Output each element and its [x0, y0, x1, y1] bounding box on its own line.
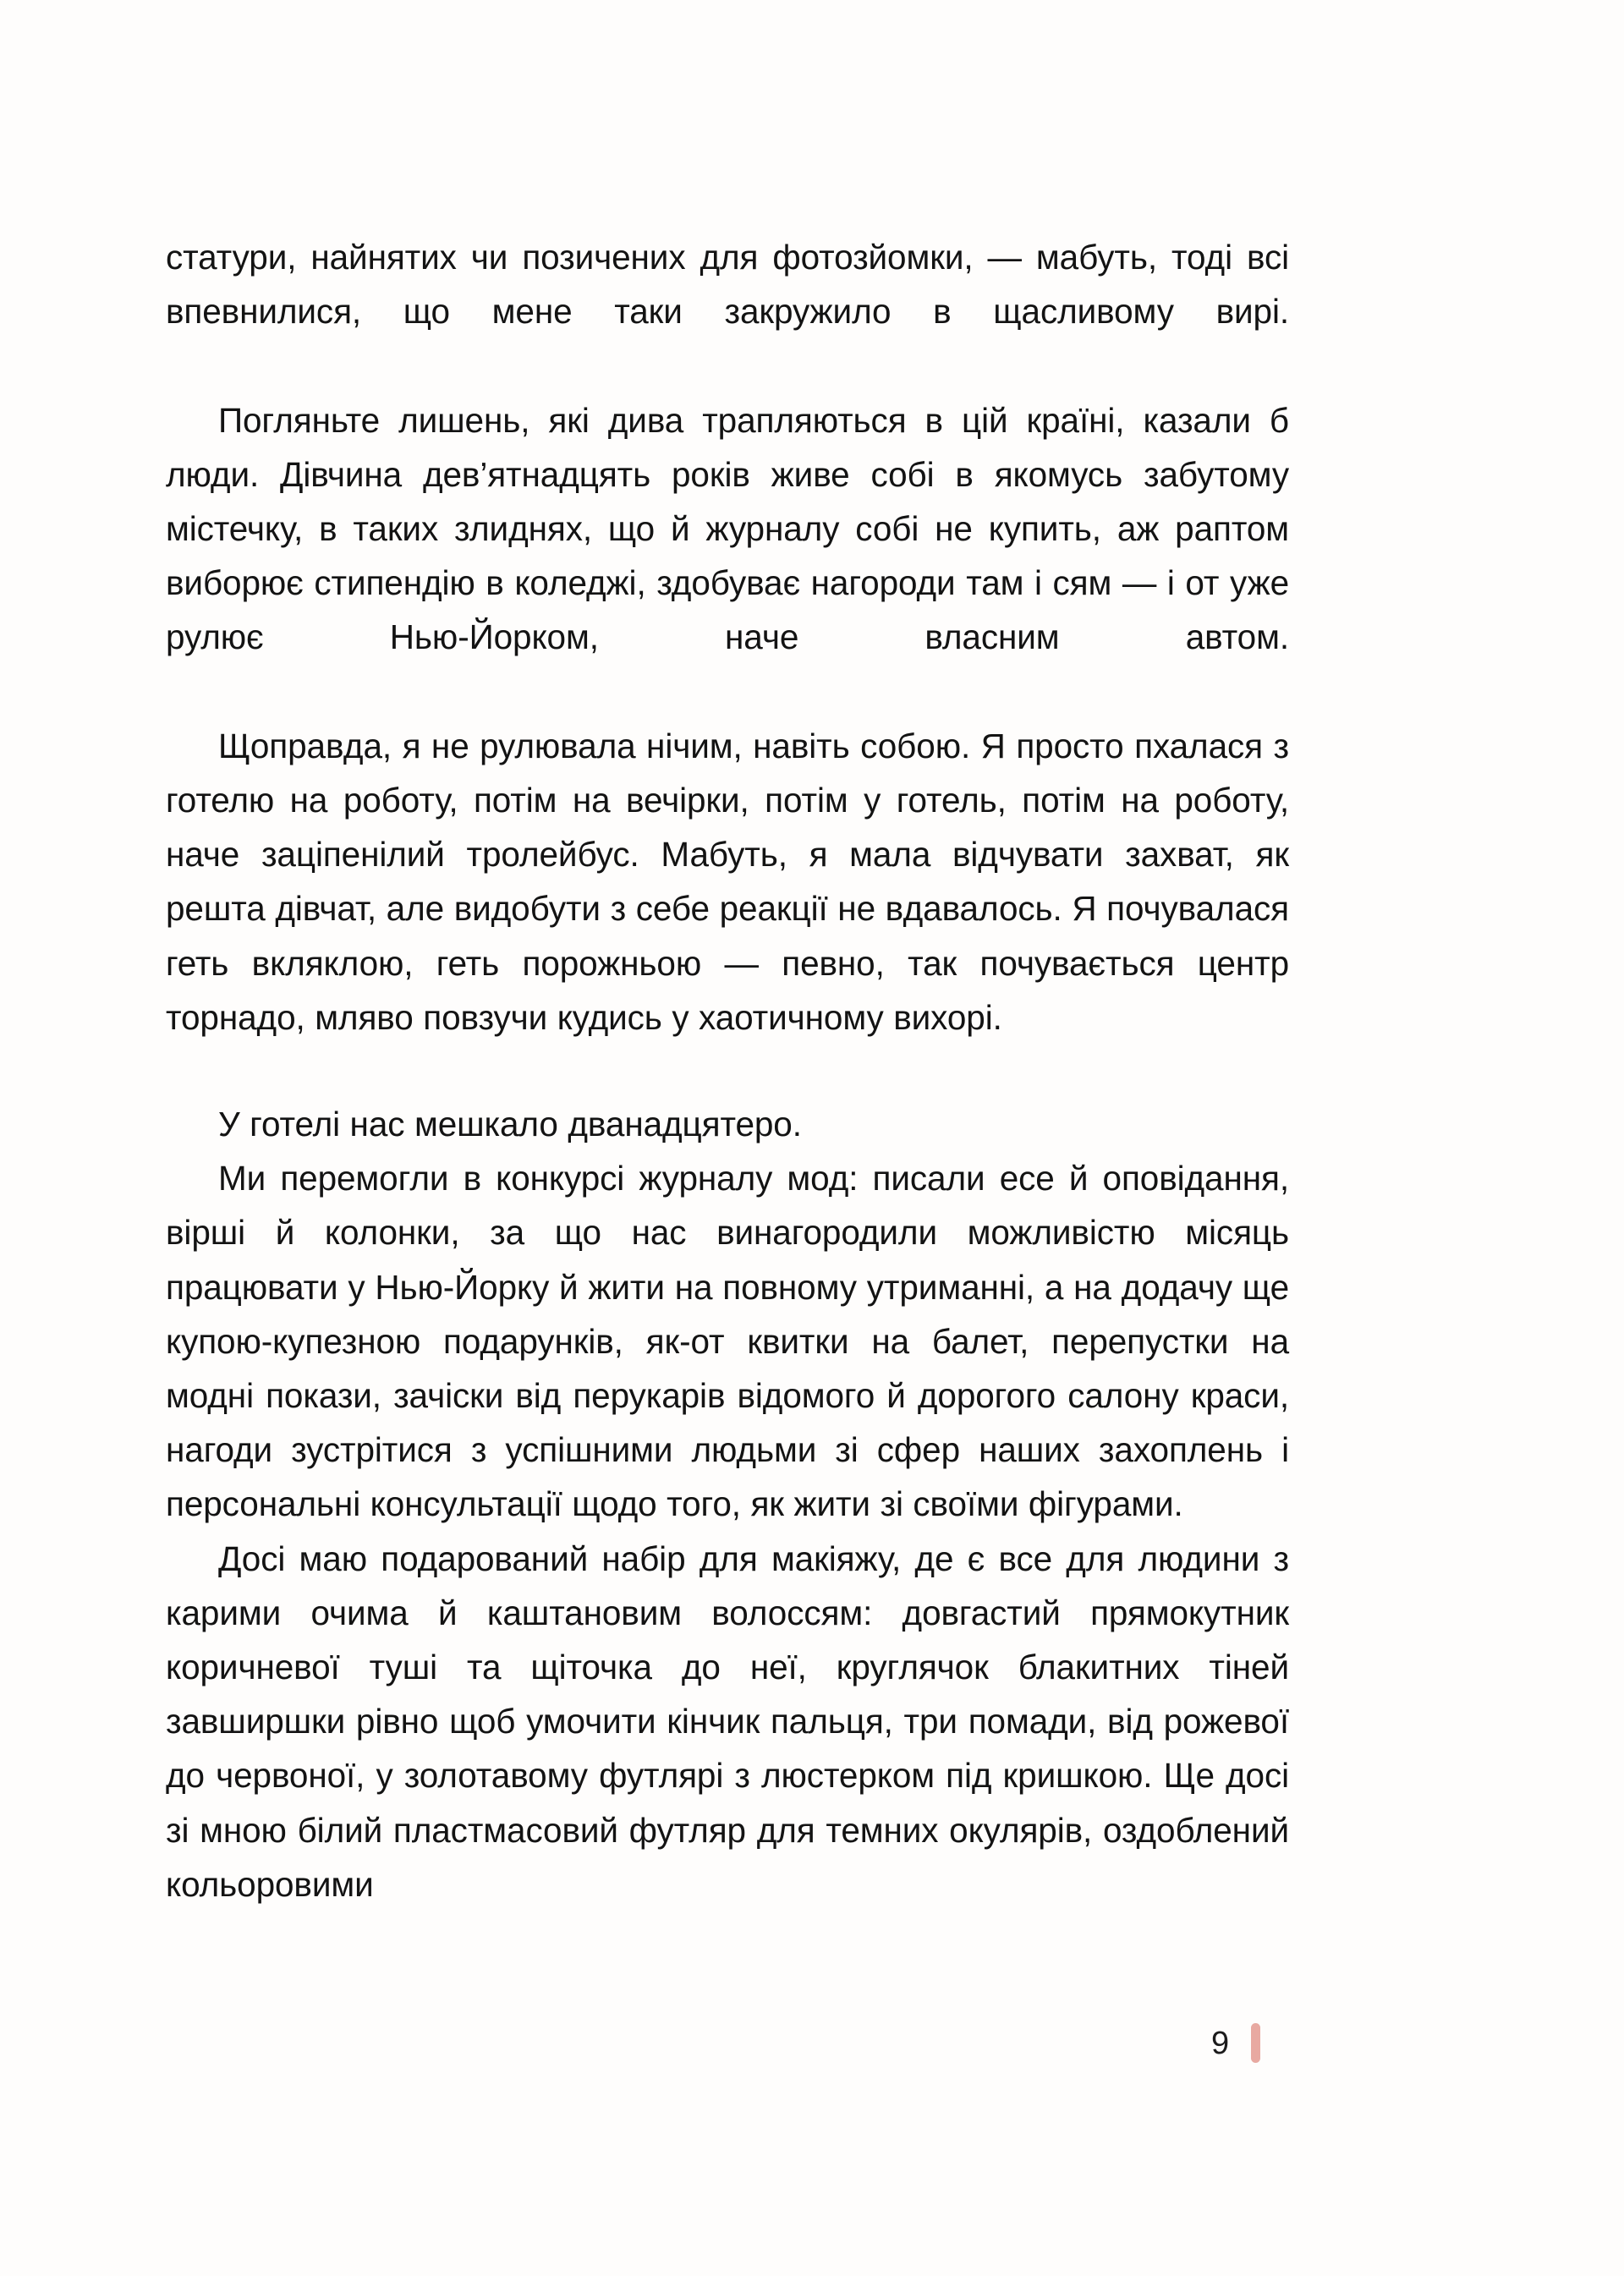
- paragraph-continuation: статури, найнятих чи позичених для фотозйомки, — мабуть, тоді всі впевнилися, що мене таки закружило в щасливому вирі.: [166, 238, 1289, 332]
- paragraph: Щоправда, я не рулювала нічим, навіть собою. Я просто пхалася з готелю на роботу, потім на вечірки, потім у готель, потім на роботу, наче заціпенілий тролейбус. Мабуть, я мала відчувати захват, як решта дівчат, але видобути з себе реакції не вдавалось. Я почувалася геть вкляклою, геть порожньою — певно, так почувається центр торнадо, мляво повзучи кудись у хаотичному вихорі.: [166, 726, 1289, 1037]
- paragraph-break-spacer: [166, 1045, 1289, 1097]
- page-footer: [1211, 2023, 1260, 2063]
- body-text-block: [166, 230, 1289, 1966]
- paragraph: Ми перемогли в конкурсі журналу мод: писали есе й оповідання, вірші й колонки, за що нас винагородили можливістю місяць працювати у Нью-Йорку й жити на повному утриманні, а на додачу ще купою-купезною подарунків, як-от квитки на балет, перепустки на модні покази, зачіски від перукарів відомого й дорогого салону краси, нагоди зустрітися з успішними людьми зі сфер наших захоплень і персональні консультації щодо того, як жити зі своїми фігурами.: [166, 1159, 1289, 1524]
- paragraph: У готелі нас мешкало дванадцятеро.: [218, 1105, 802, 1144]
- paragraph: Погляньте лишень, які дива трапляються в цій країні, казали б люди. Дівчина дев’ятнадцять років живе собі в якомусь забутому містечку, в таких злиднях, що й журналу собі не купить, аж раптом виборює стипендію в коледжі, здобуває нагороди там і сям — і от уже рулює Нью-Йорком, наче власним автом.: [166, 400, 1289, 657]
- folio-bar-icon: [1251, 2023, 1260, 2063]
- page-number: 9: [1211, 2025, 1230, 2061]
- paragraph: Досі маю подарований набір для макіяжу, де є все для людини з карими очима й каштановим волоссям: довгастий прямокутник коричневої туші та щіточка до неї, круглячок блакитних тіней завширшки рівно щоб умочити кінчик пальця, три помади, від рожевої до червоної, у золотавому футлярі з люстерком під кришкою. Ще досі зі мною білий пластмасовий футляр для темних окулярів, оздоблений кольоровими: [166, 1538, 1289, 1904]
